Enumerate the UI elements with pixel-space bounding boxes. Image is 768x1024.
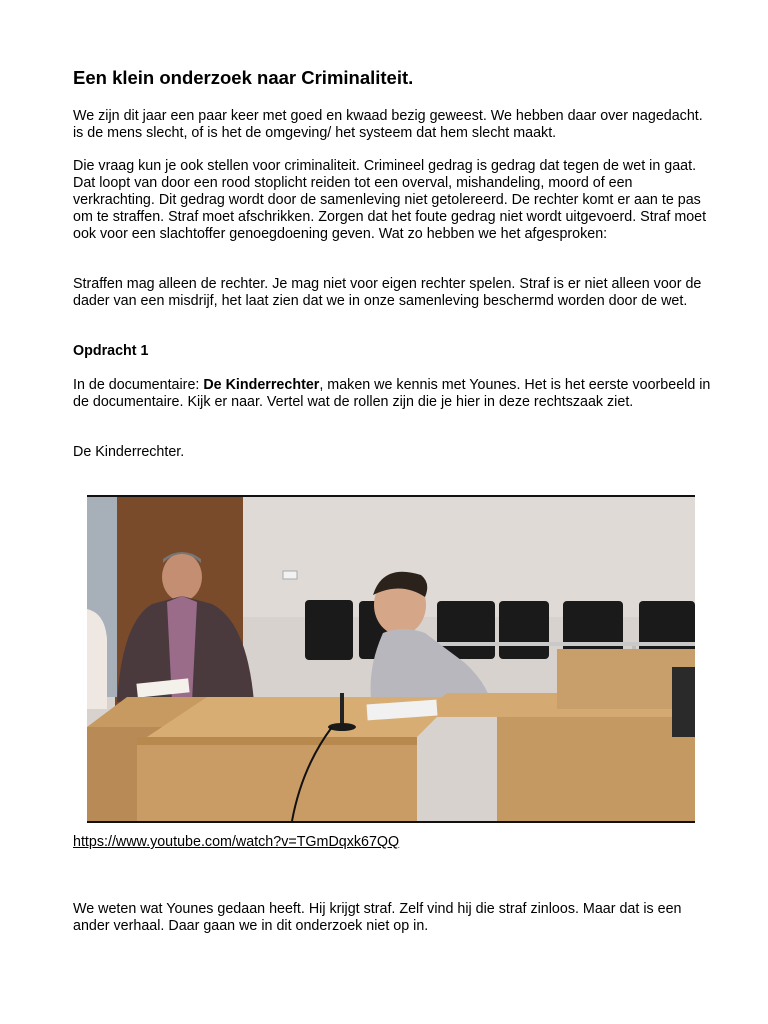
- intro-paragraph-3-text: Straffen mag alleen de rechter. Je mag niet voor eigen rechter spelen. Straf is er niet alleen voor de dader van een misdrijf, het laat zien dat we in onze samenleving beschermd worden door de wet.: [73, 276, 702, 309]
- video-link-container: [73, 834, 713, 851]
- opdracht-text-pre: In de documentaire:: [73, 377, 204, 393]
- intro-paragraph-1: [73, 108, 713, 142]
- intro-paragraph-2-text: Die vraag kun je ook stellen voor criminaliteit. Crimineel gedrag is gedrag dat tegen de wet in gaat. Dat loopt van door een rood stoplicht reiden tot een overval, mishandeling, moord of een verkrachting. Dit gedrag wordt door de samenleving niet getolereerd. De rechter komt er aan te pas om te straffen. Straf moet afschrikken. Zorgen dat het foute gedrag niet wordt uitgevoerd. Straf moet ook voor een slachtoffer genoegdoening geven. Wat zo hebben we het afgesproken:: [73, 158, 707, 242]
- opdracht-heading: Opdracht 1: [73, 343, 149, 359]
- document-title: Een klein onderzoek naar Criminaliteit.: [73, 67, 414, 88]
- intro-paragraph-3: [73, 276, 713, 310]
- video-link[interactable]: https://www.youtube.com/watch?v=TGmDqxk67QQ: [73, 834, 400, 850]
- documentary-title: De Kinderrechter: [203, 377, 320, 393]
- opdracht-text-post: , maken we kennis met Younes. Het is het eerste voorbeeld in de documentaire. Kijk er naar. Vertel wat de rollen zijn die je hier in deze rechtszaak ziet.: [73, 377, 711, 410]
- courtroom-video-still: [87, 495, 695, 823]
- image-caption: De Kinderrechter.: [73, 444, 185, 460]
- intro-paragraph-2: [73, 158, 713, 243]
- closing-paragraph-text: We weten wat Younes gedaan heeft. Hij krijgt straf. Zelf vind hij die straf zinloos. Maar dat is een ander verhaal. Daar gaan we in dit onderzoek niet op in.: [73, 901, 682, 934]
- closing-paragraph: [73, 901, 713, 935]
- opdracht-paragraph: [73, 377, 713, 411]
- intro-paragraph-1-text: We zijn dit jaar een paar keer met goed en kwaad bezig geweest. We hebben daar over nagedacht. is de mens slecht, of is het de omgeving/ het systeem dat hem slecht maakt.: [73, 108, 703, 141]
- courtroom-illustration: [87, 497, 695, 821]
